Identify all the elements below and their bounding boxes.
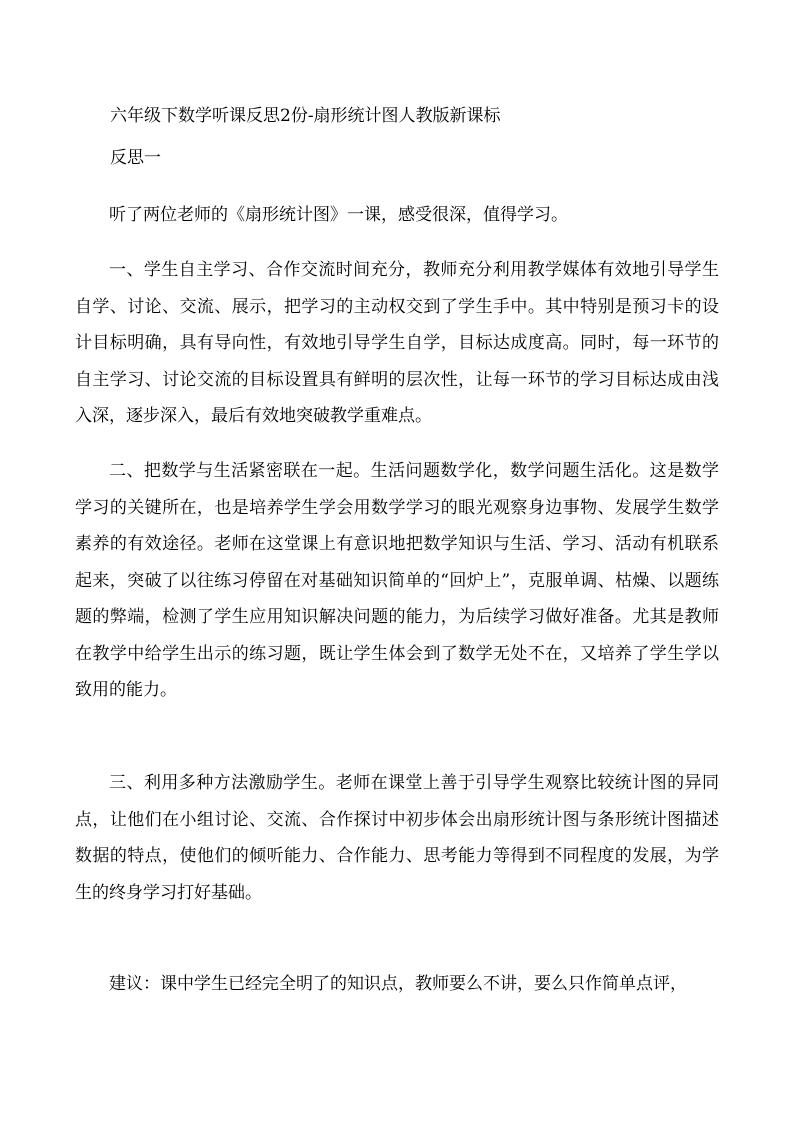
paragraph-point-three: 三、利用多种方法激励学生。老师在课堂上善于引导学生观察比较统计图的异同点，让他们在小组讨论、交流、合作探讨中初步体会出扇形统计图与条形统计图描述数据的特点，使他们的倾听能力、合作能力、思考能力等得到不同程度的发展，为学生的终身学习打好基础。 [75, 773, 719, 903]
section-heading: 反思一 [110, 148, 161, 168]
paragraph-point-two: 二、把数学与生活紧密联在一起。生活问题数学化，数学问题生活化。这是数学学习的关键所在，也是培养学生学会用数学学习的眼光观察身边事物、发展学生数学素养的有效途径。老师在这堂课上有意识地把数学知识与生活、学习、活动有机联系起来，突破了以往练习停留在对基础知识简单的“回炉上”，克服单调、枯燥、以题练题的弊端，检测了学生应用知识解决问题的能力，为后续学习做好准备。尤其是教师在教学中给学生出示的练习题，既让学生体会到了数学无处不在，又培养了学生学以致用的能力。 [75, 461, 719, 700]
document-title: 六年级下数学听课反思2份-扇形统计图人教版新课标 [110, 106, 501, 126]
paragraph-intro: 听了两位老师的《扇形统计图》一课，感受很深，值得学习。 [109, 205, 568, 225]
paragraph-point-one: 一、学生自主学习、合作交流时间充分，教师充分利用教学媒体有效地引导学生自学、讨论、交流、展示，把学习的主动权交到了学生手中。其中特别是预习卡的设计目标明确，具有导向性，有效地引导学生自学，目标达成度高。同时，每一环节的自主学习、讨论交流的目标设置具有鲜明的层次性，让每一环节的学习目标达成由浅入深，逐步深入，最后有效地突破教学重难点。 [75, 260, 719, 426]
paragraph-suggestion: 建议：课中学生已经完全明了的知识点，教师要么不讲，要么只作简单点评， [109, 974, 687, 994]
